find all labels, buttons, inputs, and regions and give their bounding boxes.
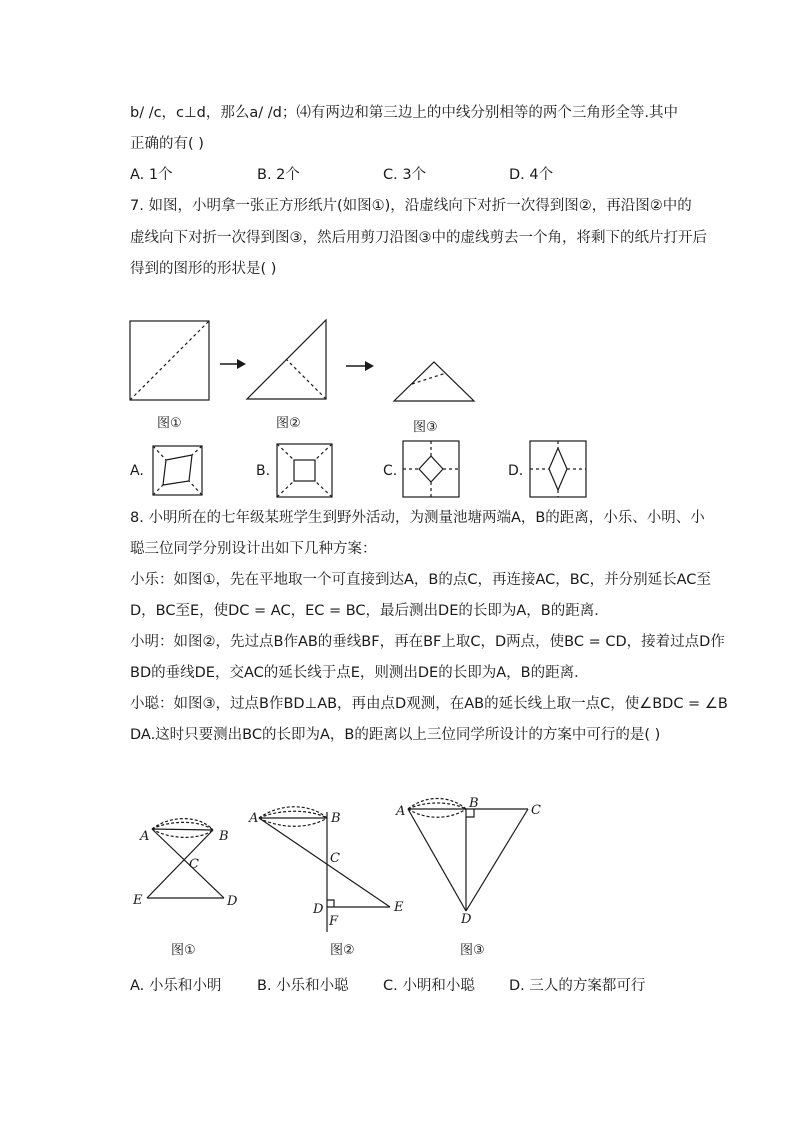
q7-text-line-3: 得到的图形的形状是( ) (130, 261, 277, 277)
q8-option-c: C. 小明和小聪 (383, 978, 475, 994)
q8-option-d: D. 三人的方案都可行 (509, 978, 646, 994)
q7-option-a-figure (153, 446, 202, 495)
q8-fig1-caption: 图① (171, 943, 196, 958)
q8-text-line-6: BD的垂线DE，交AC的延长线于点E，则测出DE的长即为A，B的距离． (130, 665, 589, 681)
q8-text-line-3: 小乐：如图①，先在平地取一个可直接到达A，B的点C，再连接AC，BC，并分别延长AC至 (130, 572, 711, 588)
q8-fig3 (408, 799, 528, 912)
q7-arrow-2 (346, 361, 374, 371)
q8-option-a: A. 小乐和小明 (130, 978, 222, 994)
q8-fig1-point-b: B (219, 829, 229, 844)
q7-fig2-caption: 图② (276, 416, 301, 431)
q8-fig3-point-d: D (461, 912, 472, 927)
q8-fig1-point-c: C (189, 857, 199, 872)
q7-text-line-2: 虚线向下对折一次得到图③，然后用剪刀沿图③中的虚线剪去一个角，将剩下的纸片打开后 (130, 230, 707, 246)
q6-option-b: B. 2个 (257, 167, 300, 183)
q8-fig2-point-a: A (249, 811, 259, 826)
q8-fig2-caption: 图② (330, 943, 355, 958)
q8-fig1-point-e: E (133, 893, 143, 908)
q8-fig2-point-b: B (331, 811, 341, 826)
q8-fig1-point-d: D (227, 894, 238, 909)
q7-option-d-label: D. (508, 463, 524, 479)
q6-text-line-2: 正确的有( ) (130, 136, 204, 152)
q7-fig3-triangle (394, 362, 474, 401)
q8-fig3-point-b: B (469, 796, 479, 811)
q8-fig2 (259, 807, 390, 932)
q8-fig2-point-d: D (313, 902, 324, 917)
q6-text-line-1: b/ /c，c⊥d，那么a/ /d；⑷有两边和第三边上的中线分别相等的两个三角形全等.其中 (130, 105, 678, 121)
q7-fig1-caption: 图① (157, 416, 182, 431)
q8-fig1 (147, 819, 224, 898)
q8-fig2-point-c: C (330, 851, 340, 866)
q8-text-line-8: DA.这时只要测出BC的长即为A，B的距离以上三位同学所设计的方案中可行的是( ) (130, 727, 661, 743)
q8-fig2-point-f: F (329, 914, 339, 929)
q8-text-line-5: 小明：如图②，先过点B作AB的垂线BF，再在BF上取C，D两点，使BC = CD，接着过点D作 (130, 634, 725, 650)
q7-option-a-label: A. (130, 463, 144, 479)
q6-option-c: C. 3个 (383, 167, 427, 183)
q8-text-line-7: 小聪：如图③，过点B作BD⊥AB，再由点D观测，在AB的延长线上取一点C，使∠BDC = ∠B (130, 696, 728, 712)
q6-option-d: D. 4个 (509, 167, 554, 183)
q7-option-c-label: C. (383, 463, 398, 479)
q7-option-c-figure (403, 441, 459, 497)
q7-option-b-label: B. (256, 463, 271, 479)
q8-text-line-1: 8. 小明所在的七年级某班学生到野外活动，为测量池塘两端A，B的距离，小乐、小明、小 (130, 510, 705, 526)
q8-fig1-point-a: A (140, 829, 150, 844)
q6-option-a: A. 1个 (130, 167, 173, 183)
q7-fig1-square (130, 321, 209, 400)
q8-text-line-4: D，BC至E，使DC = AC，EC = BC，最后测出DE的长即为A，B的距离． (130, 603, 609, 619)
q7-option-b-figure (277, 444, 332, 497)
q7-arrow-1 (220, 359, 246, 369)
q7-option-d-figure (530, 441, 586, 497)
q8-fig3-point-c: C (531, 803, 541, 818)
q7-fig2-triangle (247, 320, 326, 399)
q7-text-line-1: 7. 如图，小明拿一张正方形纸片(如图①)，沿虚线向下对折一次得到图②，再沿图②中的 (130, 198, 692, 214)
q7-fig3-caption: 图③ (413, 420, 438, 435)
q8-text-line-2: 聪三位同学分别设计出如下几种方案： (130, 541, 377, 557)
q8-fig3-caption: 图③ (460, 943, 485, 958)
q8-fig3-point-a: A (396, 804, 406, 819)
q8-fig2-point-e: E (394, 900, 404, 915)
q8-option-b: B. 小乐和小聪 (257, 978, 349, 994)
